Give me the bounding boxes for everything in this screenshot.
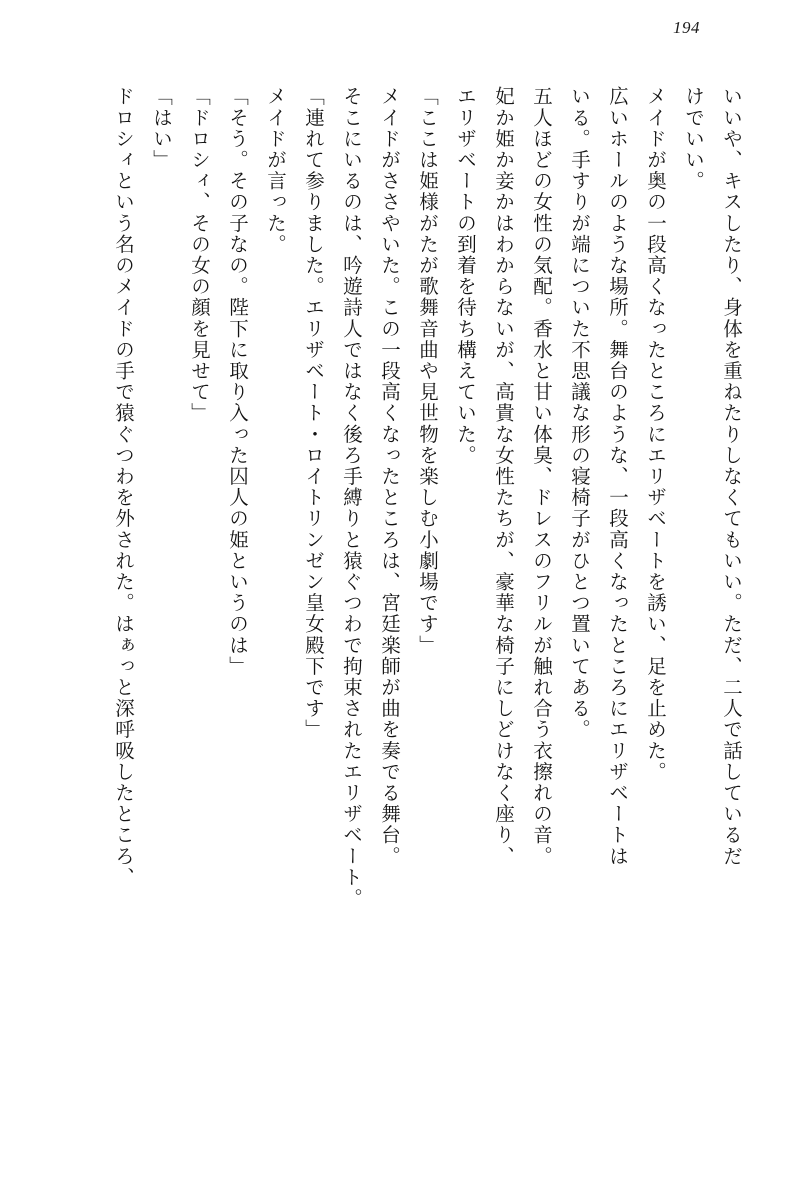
body-text — [48, 86, 740, 1164]
text-line: 「はい」 — [150, 86, 171, 171]
text-line: けでいい。 — [682, 86, 703, 192]
text-line: いいや、キスしたり、身体を重ねたりしなくてもいい。ただ、二人で話しているだ — [720, 86, 741, 867]
text-line: メイドが言った。 — [264, 86, 285, 255]
text-line: そこにいるのは、吟遊詩人ではなく後ろ手縛りと猿ぐつわで拘束されたエリザベート。 — [340, 86, 361, 909]
text-line: 「そう。その子なの。陛下に取り入った囚人の姫というのは」 — [226, 86, 247, 677]
text-line: ドロシィという名のメイドの手で猿ぐつわを外された。はぁっと深呼吸したところ、 — [112, 86, 133, 888]
text-line: エリザベートの到着を待ち構えていた。 — [454, 86, 475, 466]
text-line: メイドがささやいた。この一段高くなったところは、宮廷楽師が曲を奏でる舞台。 — [378, 86, 399, 867]
text-line: いる。手すりが端についた不思議な形の寝椅子がひとつ置いてある。 — [568, 86, 589, 741]
text-line: 「ドロシィ、その女の顔を見せて」 — [188, 86, 209, 424]
text-line: 「ここは姫様がたが歌舞音曲や見世物を楽しむ小劇場です」 — [416, 86, 437, 656]
text-line: メイドが奥の一段高くなったところにエリザベートを誘い、足を止めた。 — [644, 86, 665, 783]
text-line: 広いホールのような場所。舞台のような、一段高くなったところにエリザベートは — [606, 86, 627, 867]
text-line: 妃か姫か妾かはわからないが、高貴な女性たちが、豪華な椅子にしどけなく座り、 — [492, 86, 513, 867]
text-line: 「連れて参りました。エリザベート・ロイトリンゼン皇女殿下です」 — [302, 86, 323, 741]
text-line: 五人ほどの女性の気配。香水と甘い体臭、ドレスのフリルが触れ合う衣擦れの音。 — [530, 86, 551, 867]
page-number: 194 — [673, 18, 700, 37]
